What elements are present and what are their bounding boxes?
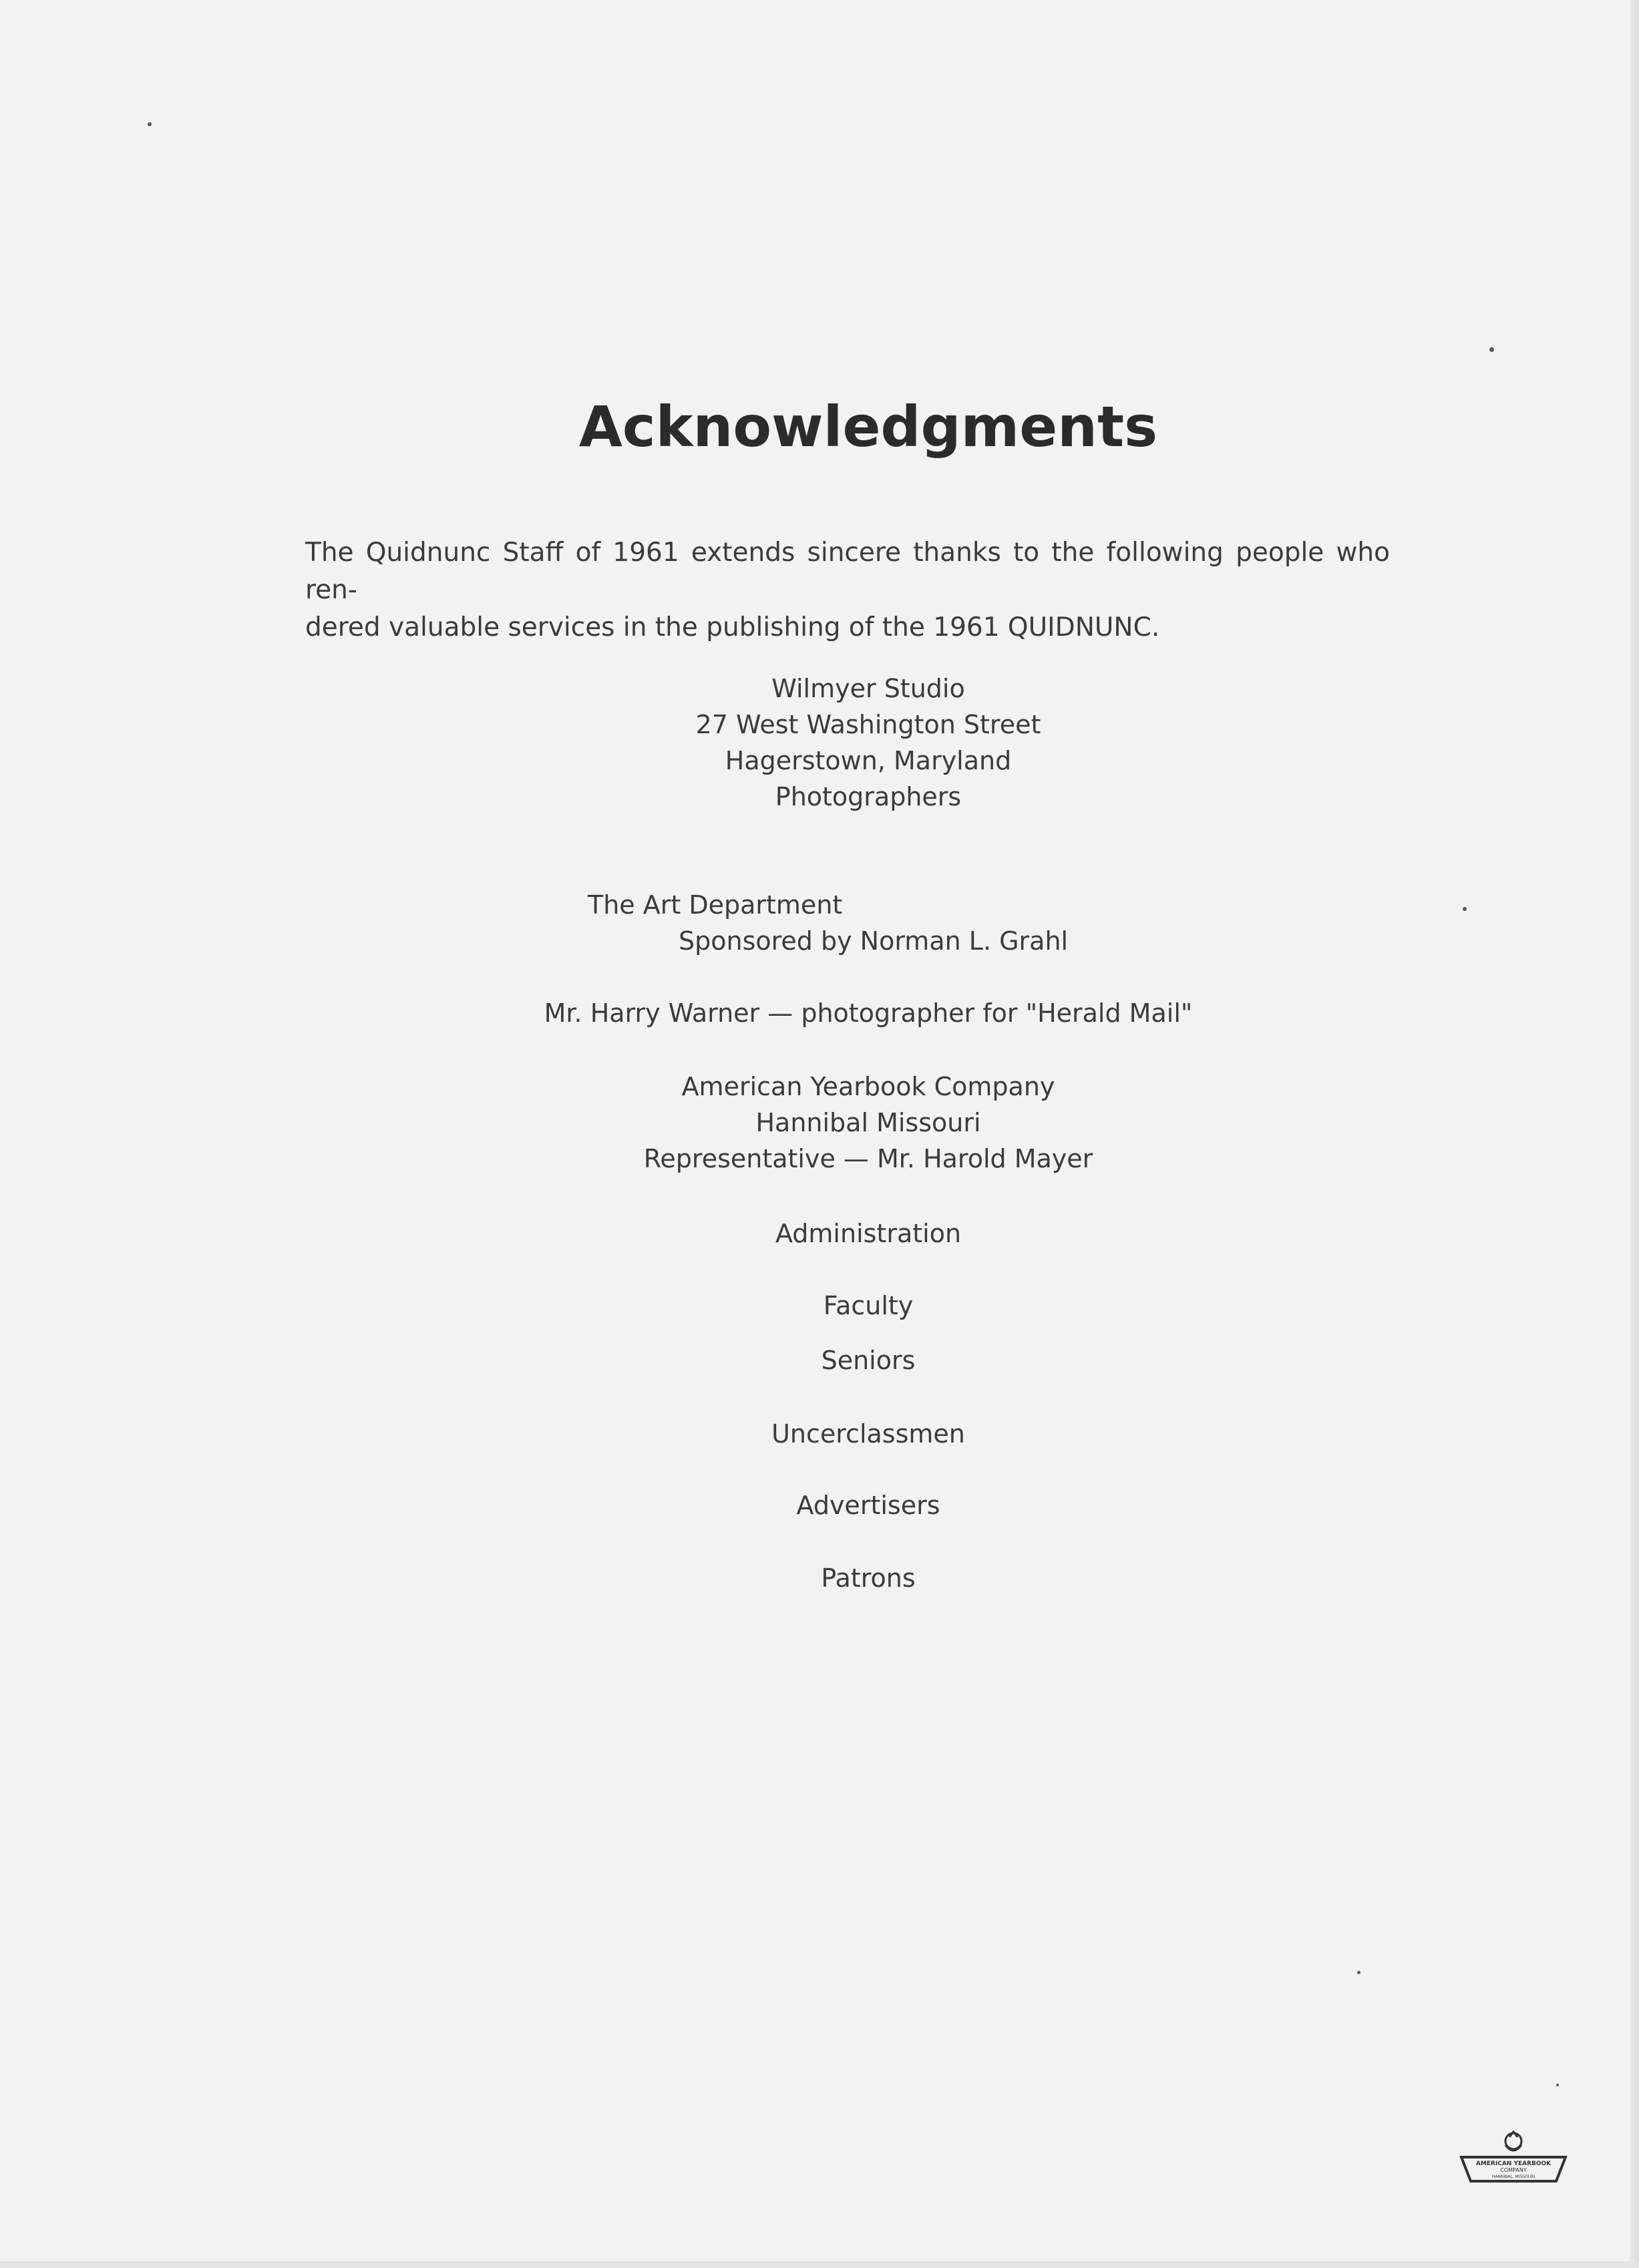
studio-street: 27 West Washington Street — [695, 710, 1041, 739]
studio-credit — [0, 671, 1639, 815]
eagle-icon — [1505, 2132, 1521, 2150]
group-faculty: Faculty — [823, 1291, 914, 1320]
page-edge-bottom — [0, 2261, 1639, 2268]
group-patrons: Patrons — [821, 1563, 916, 1593]
logo-line-2: COMPANY — [1500, 2167, 1527, 2173]
yearbook-company-representative: Representative — Mr. Harold Mayer — [643, 1144, 1093, 1173]
yearbook-company-name: American Yearbook Company — [681, 1072, 1055, 1101]
studio-city: Hagerstown, Maryland — [725, 746, 1012, 775]
studio-role: Photographers — [775, 782, 962, 811]
american-yearbook-logo — [1457, 2129, 1570, 2188]
photographer-line: Mr. Harry Warner — photographer for "Herald Mail" — [544, 998, 1193, 1028]
intro-line-2: dered valuable services in the publishing of the 1961 QUIDNUNC. — [305, 612, 1160, 642]
group-advertisers: Advertisers — [796, 1491, 940, 1520]
dust-speck — [1489, 347, 1494, 352]
intro-line-1: The Quidnunc Staff of 1961 extends sincere thanks to the following people who ren- — [305, 538, 1390, 605]
studio-name: Wilmyer Studio — [771, 674, 965, 703]
logo-line-1: AMERICAN YEARBOOK — [1475, 2160, 1552, 2167]
dust-speck — [148, 122, 152, 126]
logo-line-3: HANNIBAL, MISSOURI — [1491, 2175, 1535, 2179]
yearbook-company-location: Hannibal Missouri — [755, 1108, 981, 1137]
yearbook-company-credit — [0, 1069, 1639, 1177]
dust-speck — [1556, 2084, 1559, 2086]
intro-paragraph — [305, 534, 1390, 646]
page-title: Acknowledgments — [578, 394, 1158, 459]
photographer-credit — [0, 995, 1639, 1031]
group-administration: Administration — [775, 1219, 962, 1248]
group-underclassmen: Uncerclassmen — [771, 1419, 965, 1449]
group-seniors: Seniors — [821, 1346, 916, 1375]
art-department: The Art Department — [588, 890, 843, 920]
dust-speck — [1357, 1971, 1360, 1974]
dust-speck — [1463, 907, 1467, 911]
art-sponsor: Sponsored by Norman L. Grahl — [679, 926, 1069, 956]
